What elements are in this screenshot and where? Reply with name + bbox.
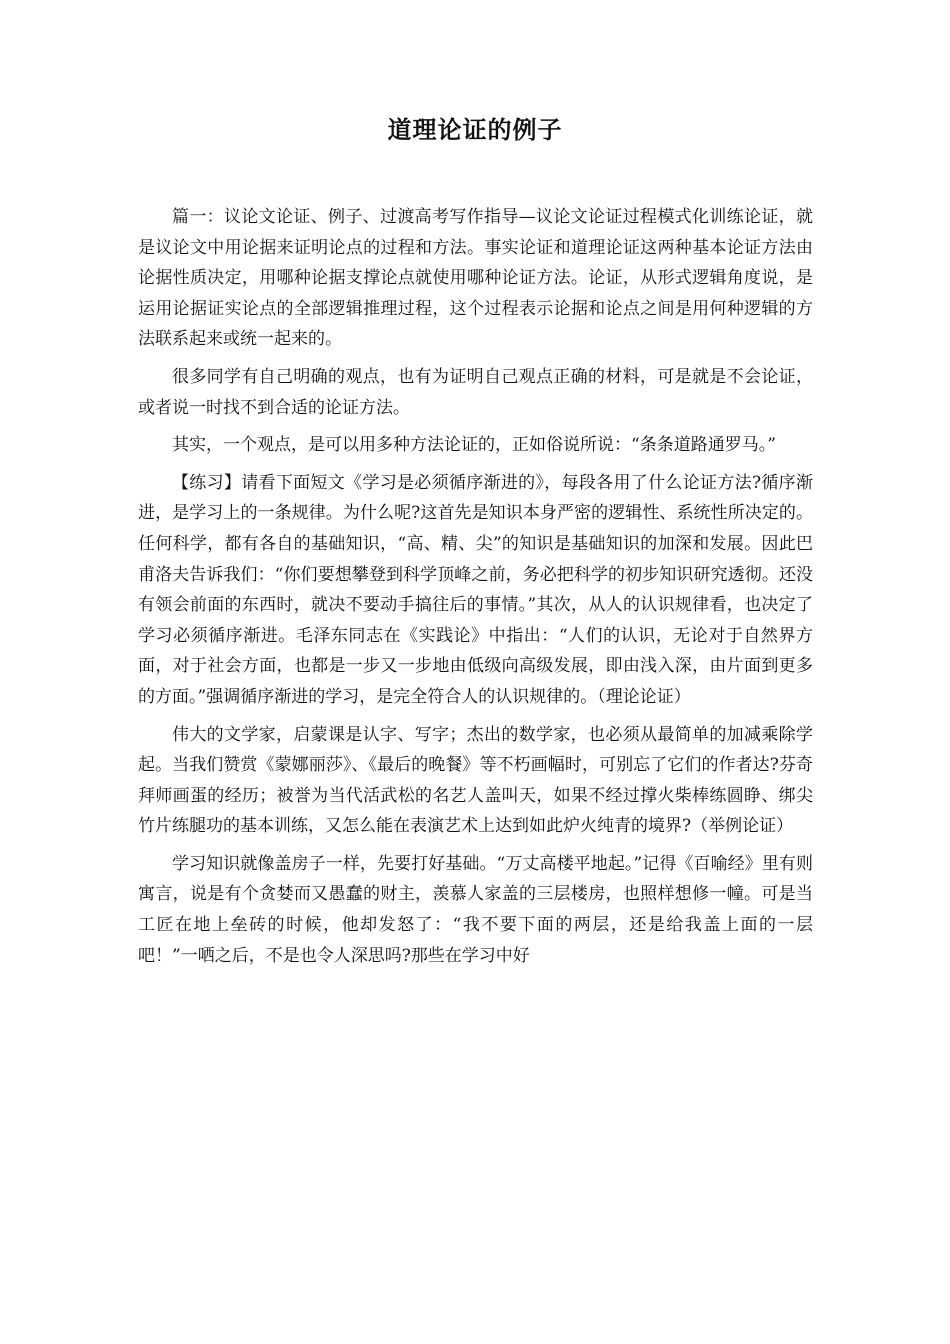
- paragraph-2: 很多同学有自己明确的观点，也有为证明自己观点正确的材料，可是就是不会论证，或者说一时找不到合适的论证方法。: [138, 366, 813, 418]
- page-title: 道理论证的例子: [387, 116, 563, 144]
- paragraph-5: 伟大的文学家，启蒙课是认字、写字；杰出的数学家，也必须从最简单的加减乘除学起。当我们赞赏《蒙娜丽莎》、《最后的晚餐》等不朽画幅时，可别忘了它们的作者达?芬奇拜师画蛋的经历；被誉为当代活武松的名艺人盖叫天，如果不经过撑火柴棒练圆睁、绑尖竹片练腿功的基本训练，又怎么能在表演艺术上达到如此炉火纯青的境界?（举例论证）: [138, 724, 813, 837]
- paragraph-6: 学习知识就像盖房子一样，先要打好基础。“万丈高楼平地起。”记得《百喻经》里有则寓言，说是有个贪婪而又愚蠢的财主，羡慕人家盖的三层楼房，也照样想修一幢。可是当工匠在地上垒砖的时候，他却发怒了：“我不要下面的两层，还是给我盖上面的一层吧！”一哂之后，不是也令人深思吗?那些在学习中好: [138, 853, 813, 966]
- document-body: [138, 202, 813, 978]
- paragraph-4: 【练习】请看下面短文《学习是必须循序渐进的》，每段各用了什么论证方法?循序渐进，是学习上的一条规律。为什么呢?这首先是知识本身严密的逻辑性、系统性所决定的。任何科学，都有各自的基础知识，“高、精、尖”的知识是基础知识的加深和发展。因此巴甫洛夫告诉我们：“你们要想攀登到科学顶峰之前，务必把科学的初步知识研究透彻。还没有领会前面的东西时，就决不要动手搞往后的事情。”其次，从人的认识规律看，也决定了学习必须循序渐进。毛泽东同志在《实践论》中指出：“人们的认识，无论对于自然界方面，对于社会方面，也都是一步又一步地由低级向高级发展，即由浅入深，由片面到更多的方面。”强调循序渐进的学习，是完全符合人的认识规律的。（理论论证）: [138, 472, 813, 707]
- paragraph-1: 篇一：议论文论证、例子、过渡高考写作指导—议论文论证过程模式化训练论证，就是议论文中用论据来证明论点的过程和方法。事实论证和道理论证这两种基本论证方法由论据性质决定，用哪种论据支撑论点就使用哪种论证方法。论证，从形式逻辑角度说，是运用论据证实论点的全部逻辑推理过程，这个过程表示论据和论点之间是用何种逻辑的方法联系起来或统一起来的。: [138, 207, 813, 350]
- paragraph-3: 其实，一个观点，是可以用多种方法论证的，正如俗说所说：“条条道路通罗马。”: [172, 435, 776, 456]
